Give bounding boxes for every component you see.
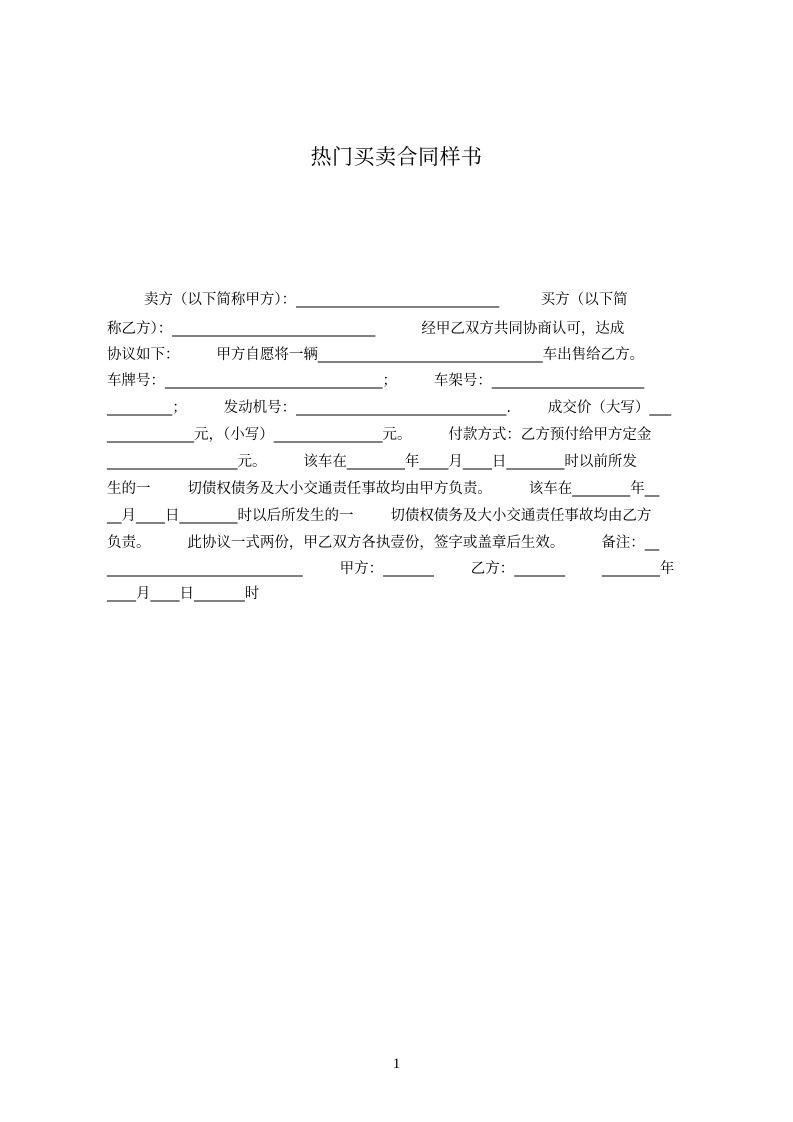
- page-number: 1: [392, 1056, 401, 1072]
- body-line: 负责。 此协议一式两份，甲乙双方各执壹份，签字或盖章后生效。 备注：__: [107, 535, 660, 551]
- body-line: __________________元。 该车在________年____月____日________时以前所发: [107, 454, 637, 470]
- body-line: ___________________________ 甲方：_______ 乙方：_______ ________年: [107, 561, 675, 577]
- body-line: 称乙方）：____________________________ 经甲乙双方共同协商认可，达成: [107, 321, 625, 337]
- page-title: 热门买卖合同样书: [310, 145, 483, 169]
- body-line: 卖方（以下简称甲方）：____________________________ 买方（以下简: [107, 292, 628, 308]
- body-line: __月____日________时以后所发生的一 切债权债务及大小交通责任事故均由乙方: [107, 508, 652, 524]
- body-line: ____月____日_______时: [107, 586, 260, 602]
- body-line: 协议如下： 甲方自愿将一辆_______________________________车出售给乙方。: [107, 347, 645, 363]
- body-line: 车牌号：______________________________； 车架号：_____________________: [107, 373, 645, 389]
- body-line: 生的一 切债权债务及大小交通责任事故均由甲方负责。 该车在________年__: [107, 481, 660, 497]
- body-line: ____________元，（小写）_______________元。 付款方式：乙方预付给甲方定金: [107, 427, 652, 443]
- body-line: _________； 发动机号：_____________________________. 成交价（大写）___: [107, 400, 672, 416]
